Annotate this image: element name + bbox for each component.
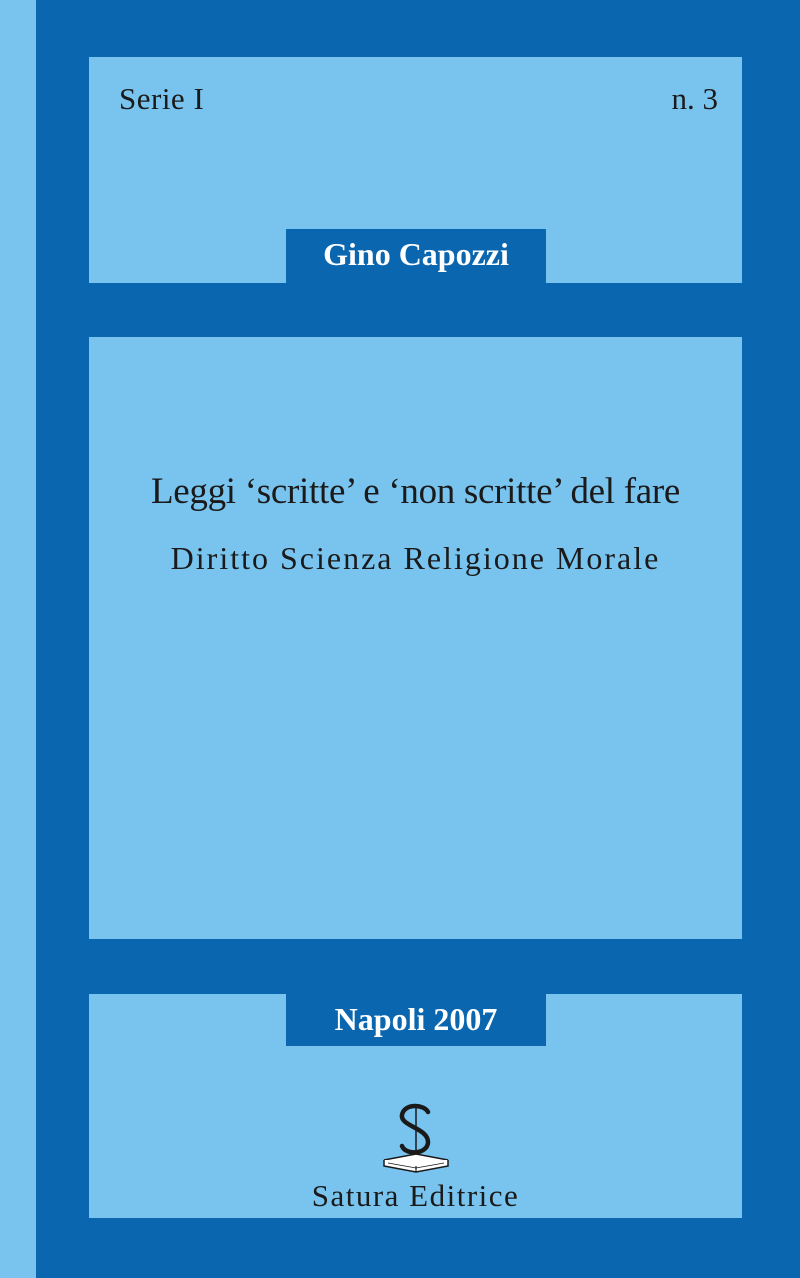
author-name: Gino Capozzi [286, 229, 546, 283]
book-title: Leggi ‘scritte’ e ‘non scritte’ del fare [150, 471, 681, 512]
series-label: Serie I [119, 81, 205, 116]
place-year: Napoli 2007 [286, 994, 546, 1046]
book-subtitle: Diritto Scienza Religione Morale [170, 540, 661, 576]
title-panel [89, 337, 742, 939]
publisher-name: Satura Editrice [311, 1178, 520, 1213]
spine-strip [0, 0, 36, 1278]
satura-s-book-logo-icon [376, 1098, 456, 1178]
series-number: n. 3 [671, 81, 718, 116]
